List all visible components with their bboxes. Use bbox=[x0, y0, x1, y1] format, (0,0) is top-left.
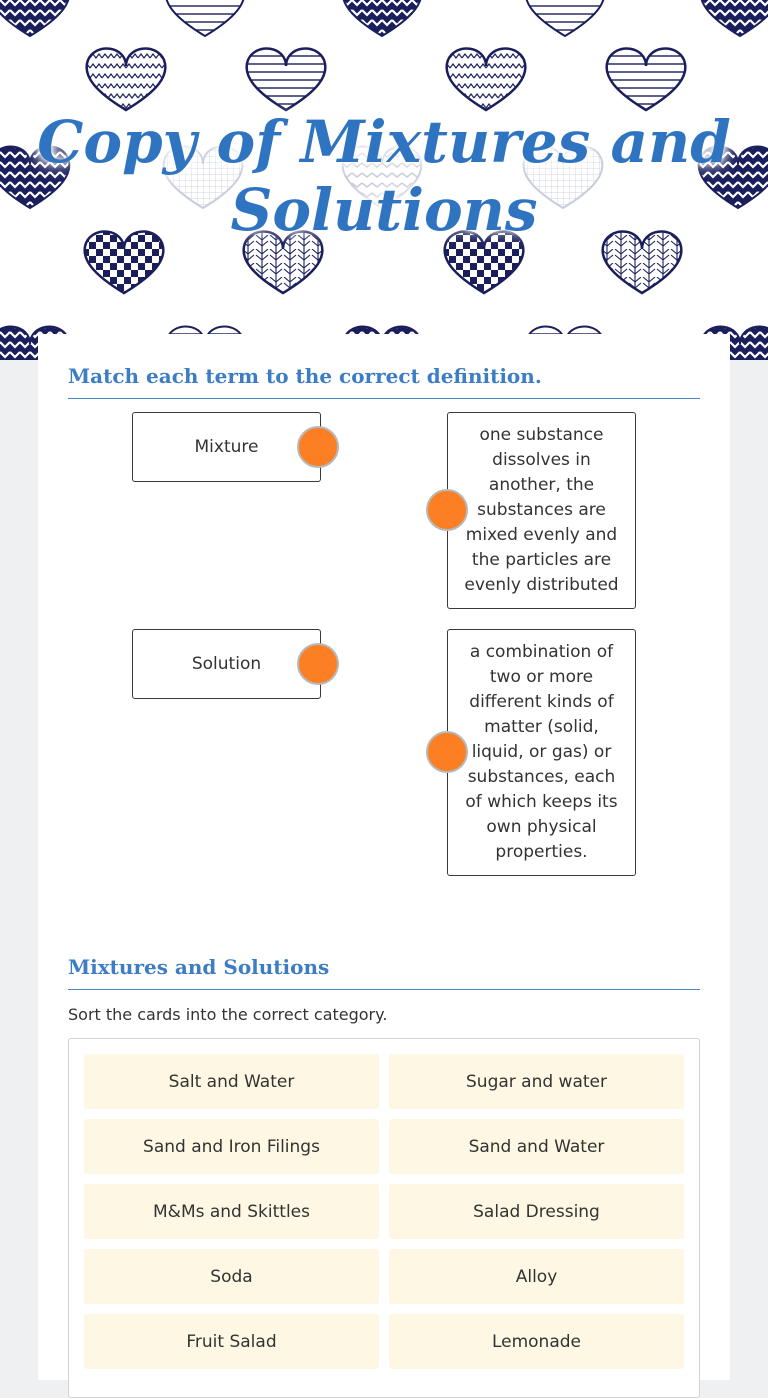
sort-card[interactable]: Alloy bbox=[389, 1249, 684, 1304]
page-title: Copy of Mixtures and Solutions bbox=[37, 108, 731, 244]
worksheet-card bbox=[38, 334, 730, 1380]
sort-card[interactable]: Salad Dressing bbox=[389, 1184, 684, 1239]
sort-card[interactable]: Sand and Iron Filings bbox=[84, 1119, 379, 1174]
sort-card[interactable]: Sand and Water bbox=[389, 1119, 684, 1174]
sort-card[interactable]: Sugar and water bbox=[389, 1054, 684, 1109]
definition-text: one substance dissolves in another, the substances are mixed evenly and the particles are evenly distributed bbox=[464, 425, 619, 595]
sort-card-area bbox=[68, 1038, 700, 1398]
sort-card[interactable]: Salt and Water bbox=[84, 1054, 379, 1109]
term-box-mixture[interactable] bbox=[132, 412, 321, 482]
term-box-solution[interactable] bbox=[132, 629, 321, 699]
definition-connector-dot-2[interactable] bbox=[426, 731, 468, 773]
term-connector-dot-mixture[interactable] bbox=[297, 426, 339, 468]
definition-box-1[interactable] bbox=[447, 412, 636, 609]
header-banner bbox=[0, 0, 768, 360]
definition-connector-dot-1[interactable] bbox=[426, 489, 468, 531]
definition-box-2[interactable] bbox=[447, 629, 636, 876]
sort-card[interactable]: M&Ms and Skittles bbox=[84, 1184, 379, 1239]
sort-card[interactable]: Soda bbox=[84, 1249, 379, 1304]
matching-heading: Match each term to the correct definition. bbox=[68, 364, 700, 399]
definition-text: a combination of two or more different kinds of matter (solid, liquid, or gas) or substances, each of which keeps its own physical properties. bbox=[465, 642, 618, 862]
sort-card[interactable]: Lemonade bbox=[389, 1314, 684, 1369]
sort-card[interactable]: Fruit Salad bbox=[84, 1314, 379, 1369]
sorting-heading: Mixtures and Solutions bbox=[68, 955, 700, 990]
term-connector-dot-solution[interactable] bbox=[297, 643, 339, 685]
sorting-instruction: Sort the cards into the correct category. bbox=[68, 1005, 388, 1024]
term-label: Solution bbox=[191, 654, 262, 674]
term-label: Mixture bbox=[194, 437, 259, 457]
